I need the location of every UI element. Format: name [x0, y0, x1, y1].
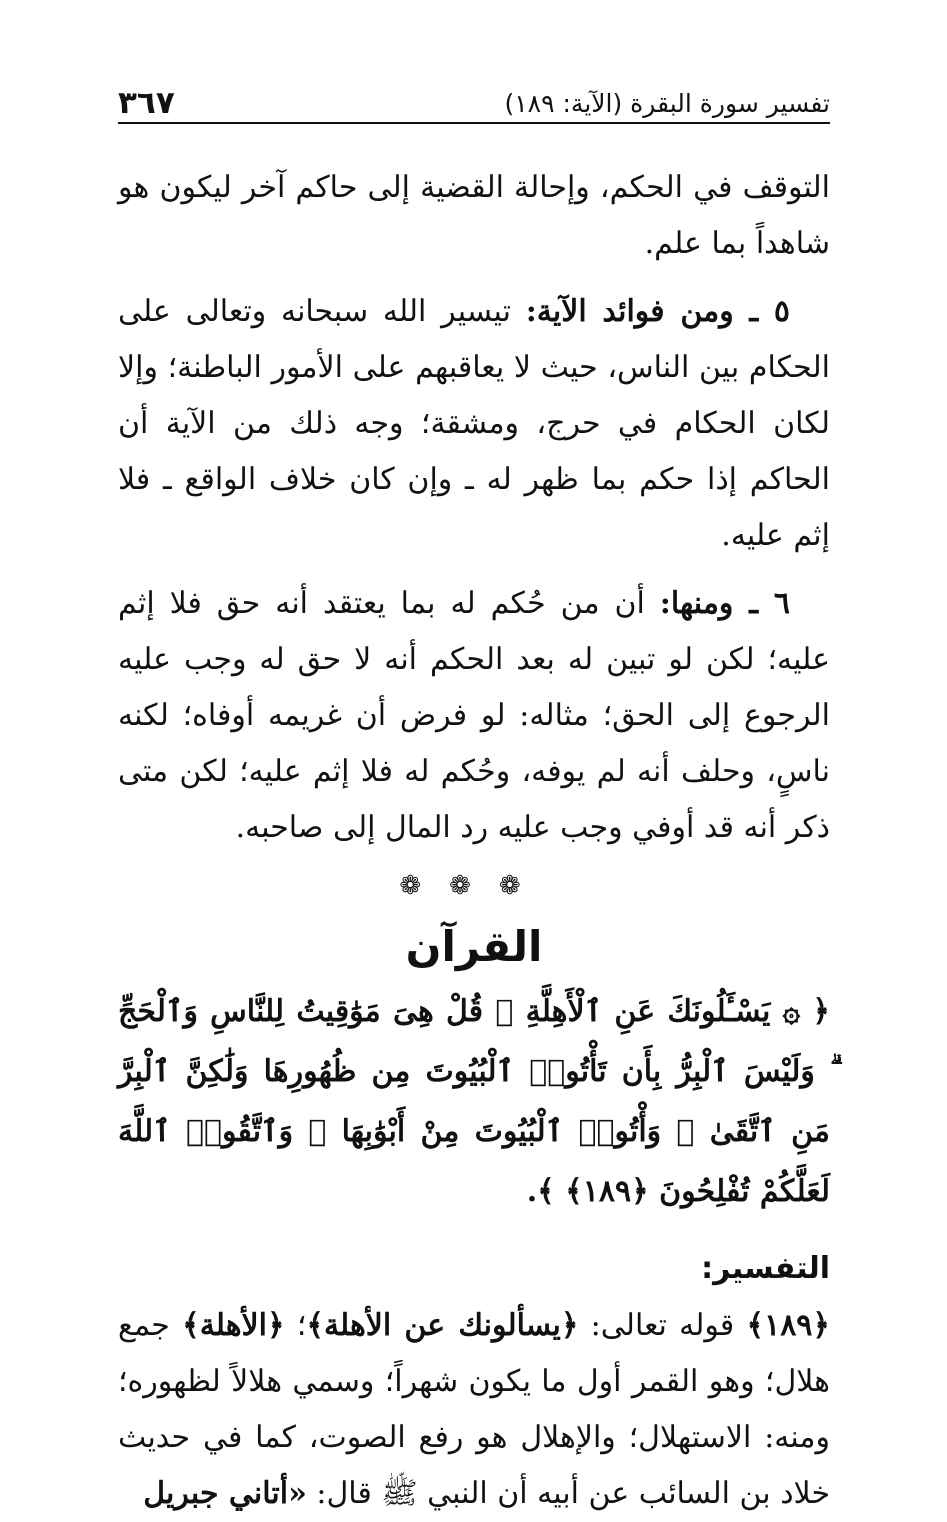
- paragraph-text: تيسير الله سبحانه وتعالى على الحكام بين الناس، حيث لا يعاقبهم على الأمور الباطنة؛ وإلا لكان الحكام في حرج، ومشقة؛ وجه ذلك من الآية أن الحاكم إذا حكم بما ظهر له ـ وإن كان خلاف الواقع ـ فلا إثم عليه.: [118, 294, 831, 553]
- paragraph-lead: ٦ ـ ومنها:: [659, 586, 790, 621]
- quoted-word: ﴿الأهلة﴾: [182, 1308, 285, 1343]
- tafsir-text: جمع هلال؛ وهو القمر أول ما يكون شهراً؛ وسمي هلالاً لظهوره؛ ومنه: الاستهلال؛ والإهلال هو رفع الصوت، كما في حديث خلاد بن السائب عن أبيه أن النبي ﷺ قال:: [118, 1308, 830, 1511]
- hadith-quote: «أتاني جبريل: [143, 1476, 307, 1511]
- section-title: القرآن: [405, 922, 543, 971]
- running-title: تفسير سورة البقرة (الآية: ١٨٩): [504, 89, 830, 118]
- paragraph-lead: ٥ ـ ومن فوائد الآية:: [525, 294, 790, 329]
- paragraph-benefit-5: [118, 284, 830, 564]
- paragraph-benefit-6: [118, 576, 830, 856]
- page-header: [118, 78, 830, 124]
- tafsir-paragraph: [118, 1298, 830, 1522]
- paragraph-text: التوقف في الحكم، وإحالة القضية إلى حاكم آخر ليكون هو شاهداً بما علم.: [118, 170, 830, 261]
- page-body: [118, 160, 830, 1522]
- tafsir-text: ؛: [284, 1308, 307, 1343]
- tafsir-text: قوله تعالى:: [578, 1308, 747, 1343]
- tafsir-heading: التفسير:: [701, 1251, 830, 1286]
- quran-verse: ﴿ ۞ يَسْـَٔلُونَكَ عَنِ ٱلْأَهِلَّةِ ۖ قُلْ هِىَ مَوَٰقِيتُ لِلنَّاسِ وَٱلْحَجِّ ۗ وَلَيْسَ ٱلْبِرُّ بِأَن تَأْتُوا۟ ٱلْبُيُوتَ مِن ظُهُورِهَا وَلَٰكِنَّ ٱلْبِرَّ مَنِ ٱتَّقَىٰ ۗ وَأْتُوا۟ ٱلْبُيُوتَ مِنْ أَبْوَٰبِهَا ۚ وَٱتَّقُوا۟ ٱللَّهَ لَعَلَّكُمْ تُفْلِحُونَ ﴿١٨٩﴾ ﴾.: [118, 994, 830, 1209]
- section-separator: ❁❁❁: [399, 871, 549, 901]
- paragraph-text: أن من حُكم له بما يعتقد أنه حق فلا إثم عليه؛ لكن لو تبين له بعد الحكم أنه لا حق له وجب عليه الرجوع إلى الحق؛ مثاله: لو فرض أن غريمه أوفاه؛ لكنه ناسٍ، وحلف أنه لم يوفه، وحُكم له فلا إثم عليه؛ لكن متى ذكر أنه قد أوفي وجب عليه رد المال إلى صاحبه.: [118, 586, 830, 845]
- verse-number: ﴿١٨٩﴾: [746, 1308, 830, 1343]
- page-number: ٣٦٧: [118, 85, 175, 121]
- quoted-phrase: ﴿يسألونك عن الأهلة﴾: [306, 1308, 579, 1343]
- paragraph-continuation: [118, 160, 830, 272]
- quran-verse-block: [118, 982, 830, 1222]
